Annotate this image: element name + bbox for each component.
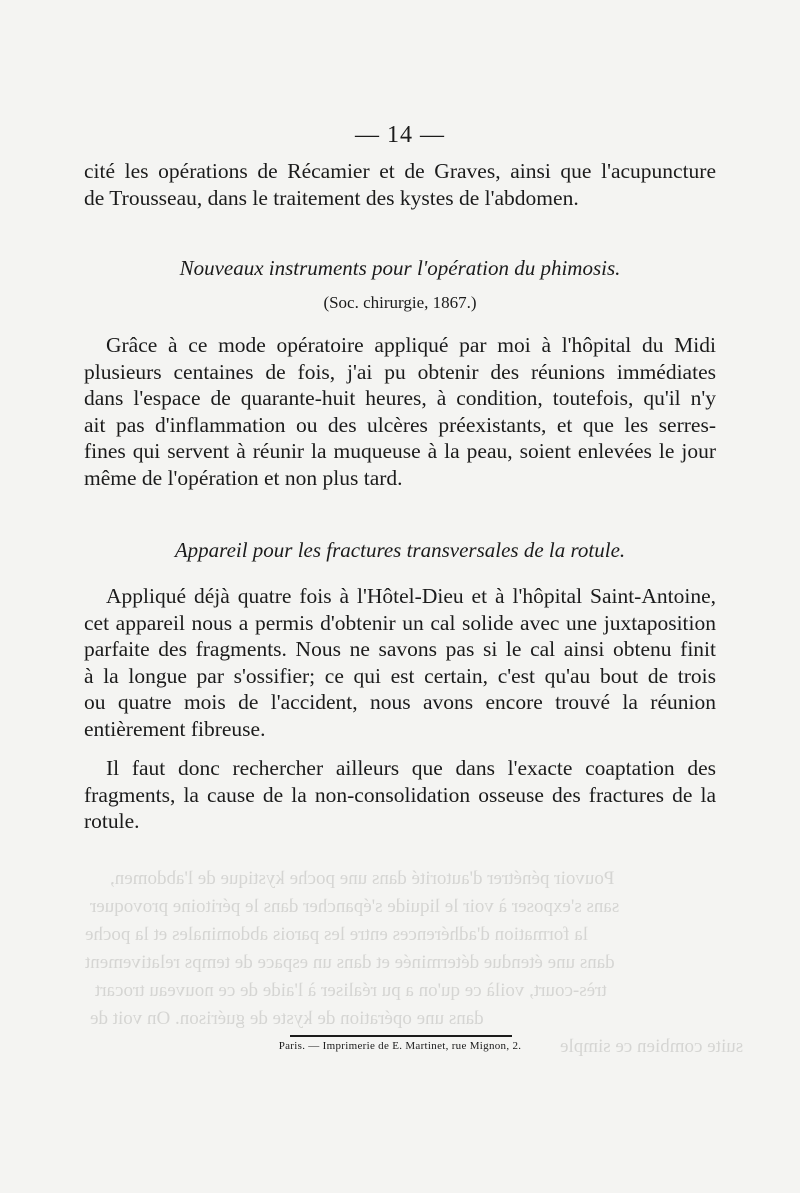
- section-title-rotule: Appareil pour les fractures transversales de la rotule.: [174, 538, 626, 562]
- citation-phimosis: (Soc. chirurgie, 1867.): [323, 293, 477, 312]
- intro-paragraph: [84, 158, 716, 211]
- phimosis-paragraph: [84, 332, 716, 491]
- text-line: entièrement fibreuse.: [84, 716, 266, 741]
- show-through-decoration: Pouvoir pénétrer d'autorité dans une poche kystique de l'abdomen,: [110, 868, 615, 889]
- show-through-decoration: la formation d'adhérences entre les parois abdominales et la poche: [85, 924, 589, 945]
- printer-imprint: Paris. — Imprimerie de E. Martinet, rue Mignon, 2.: [278, 1040, 522, 1052]
- text-line: plusieurs centaines de fois, j'ai pu obtenir des réunions immédiates: [84, 359, 716, 384]
- section-title-phimosis: Nouveaux instruments pour l'opération du phimosis.: [179, 256, 621, 280]
- show-through-decoration: suite combien ce simple: [560, 1036, 744, 1057]
- text-line: à la longue par s'ossifier; ce qui est certain, c'est qu'au bout de trois: [84, 663, 716, 688]
- show-through-decoration: dans une étendue déterminée et dans un espace de temps relativement: [85, 952, 615, 973]
- text-line: Grâce à ce mode opératoire appliqué par moi à l'hôpital du Midi: [106, 333, 716, 357]
- show-through-decoration: sans s'exposer à voir le liquide s'épancher dans le péritoine provoquer: [90, 896, 620, 917]
- text-line: parfaite des fragments. Nous ne savons pas si le cal ainsi obtenu finit: [84, 637, 716, 661]
- text-line: cité les opérations de Récamier et de Graves, ainsi que l'acupuncture: [84, 159, 716, 183]
- text-line: fragments, la cause de la non-consolidation osseuse des fractures de la: [84, 782, 716, 807]
- footer-rule: [290, 1035, 512, 1037]
- text-line: ou quatre mois de l'accident, nous avons encore trouvé la réunion: [84, 690, 716, 714]
- text-line: même de l'opération et non plus tard.: [84, 465, 403, 490]
- text-line: cet appareil nous a permis d'obtenir un cal solide avec une juxtaposition: [84, 610, 716, 635]
- text-line: de Trousseau, dans le traitement des kystes de l'abdomen.: [84, 185, 579, 210]
- text-line: Il faut donc rechercher ailleurs que dans l'exacte coaptation des: [106, 756, 716, 780]
- rotule-paragraph-2: [84, 755, 716, 835]
- text-line: Appliqué déjà quatre fois à l'Hôtel-Dieu et à l'hôpital Saint-Antoine,: [106, 584, 716, 608]
- rotule-paragraph-1: [84, 583, 716, 742]
- text-line: dans l'espace de quarante-huit heures, à condition, toutefois, qu'il n'y: [84, 386, 716, 410]
- text-line: ait pas d'inflammation ou des ulcères préexistants, et que les serres-: [84, 412, 716, 437]
- show-through-decoration: très-court, voilà ce qu'on a pu réaliser à l'aide de ce nouveau trocart: [95, 980, 607, 1001]
- text-line: rotule.: [84, 809, 140, 833]
- show-through-decoration: dans une opération de kyste de guérison. On voit de: [90, 1008, 484, 1029]
- text-line: fines qui servent à réunir la muqueuse à la peau, soient enlevées le jour: [84, 439, 716, 463]
- page-number: — 14 —: [355, 122, 445, 148]
